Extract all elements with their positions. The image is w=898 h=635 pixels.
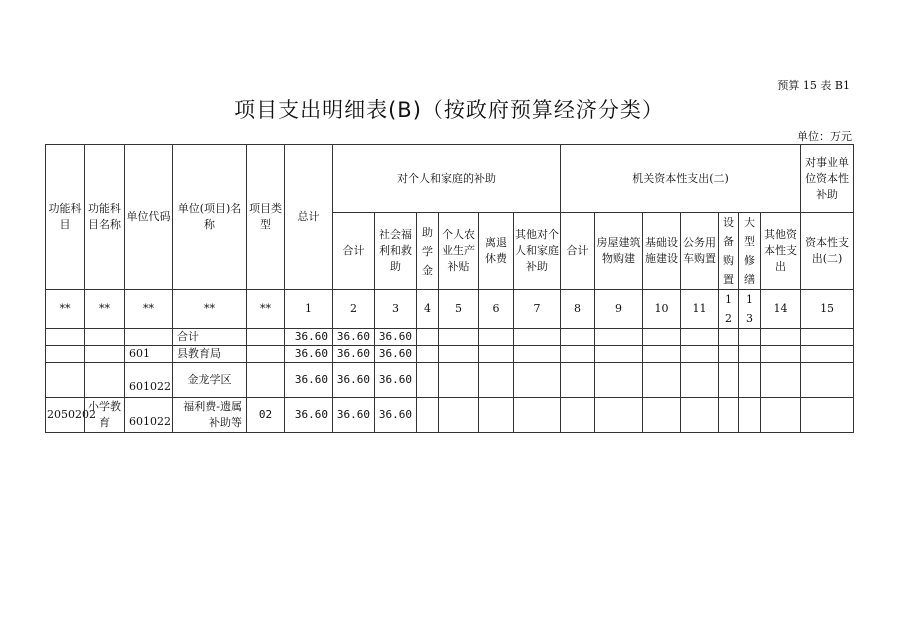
header-proj-type: 项目类型 — [247, 145, 285, 290]
index-cell: 15 — [801, 290, 854, 329]
cell-unit-code: 601 — [125, 346, 173, 363]
cell-func-subject: 2050202 — [46, 398, 85, 433]
index-cell: 8 — [561, 290, 595, 329]
cell-personal-welfare: 36.60 — [375, 346, 417, 363]
cell-empty — [739, 363, 761, 398]
cell-personal-total: 36.60 — [333, 346, 375, 363]
cell-proj-type — [247, 329, 285, 346]
cell-proj-type — [247, 346, 285, 363]
cell-empty — [719, 398, 739, 433]
index-cell: ** — [247, 290, 285, 329]
index-cell: 3 — [375, 290, 417, 329]
cell-unit-code — [125, 329, 173, 346]
cell-empty — [739, 329, 761, 346]
cell-empty — [417, 346, 439, 363]
cell-unit-code: 601022 — [125, 398, 173, 433]
cell-empty — [595, 363, 643, 398]
cell-empty — [761, 363, 801, 398]
index-cell: 4 — [417, 290, 439, 329]
header-personal-welfare: 社会福利和救助 — [375, 213, 417, 290]
page-title: 项目支出明细表(B)（按政府预算经济分类） — [234, 98, 664, 122]
table-row — [46, 329, 854, 346]
index-cell: 11 — [681, 290, 719, 329]
cell-empty — [643, 363, 681, 398]
header-personal-agri: 个人农业生产补贴 — [439, 213, 479, 290]
cell-empty — [479, 346, 514, 363]
cell-empty — [514, 398, 561, 433]
cell-empty — [801, 363, 854, 398]
header-capital-equipment: 设备购置 — [719, 213, 739, 290]
cell-empty — [681, 363, 719, 398]
cell-unit-code: 601022 — [125, 363, 173, 398]
index-cell: ** — [125, 290, 173, 329]
cell-personal-welfare: 36.60 — [375, 363, 417, 398]
index-row — [46, 290, 854, 329]
cell-proj-type — [247, 363, 285, 398]
header-total: 总计 — [285, 145, 333, 290]
header-capital-total: 合计 — [561, 213, 595, 290]
cell-empty — [681, 329, 719, 346]
index-cell: 5 — [439, 290, 479, 329]
cell-unit-name: 福利费-遗属补助等 — [173, 398, 247, 433]
cell-func-subject — [46, 363, 85, 398]
index-cell: 13 — [739, 290, 761, 329]
cell-empty — [595, 398, 643, 433]
form-number: 预算 15 表 B1 — [777, 79, 850, 92]
header-subsidy-capital: 资本性支出(二) — [801, 213, 854, 290]
cell-empty — [595, 329, 643, 346]
cell-total: 36.60 — [285, 329, 333, 346]
index-cell: 2 — [333, 290, 375, 329]
cell-personal-welfare: 36.60 — [375, 329, 417, 346]
cell-total: 36.60 — [285, 398, 333, 433]
index-cell: ** — [46, 290, 85, 329]
cell-empty — [801, 346, 854, 363]
cell-empty — [739, 398, 761, 433]
cell-empty — [561, 363, 595, 398]
cell-empty — [417, 363, 439, 398]
cell-empty — [439, 346, 479, 363]
index-cell: 14 — [761, 290, 801, 329]
cell-func-subject — [46, 329, 85, 346]
cell-empty — [719, 363, 739, 398]
header-capital-building: 房屋建筑物购建 — [595, 213, 643, 290]
table-row — [46, 363, 854, 398]
cell-func-name — [85, 329, 125, 346]
header-group-personal: 对个人和家庭的补助 — [333, 145, 561, 213]
cell-empty — [514, 363, 561, 398]
index-cell: 10 — [643, 290, 681, 329]
header-personal-retire: 离退休费 — [479, 213, 514, 290]
cell-total: 36.60 — [285, 346, 333, 363]
cell-empty — [595, 346, 643, 363]
cell-empty — [479, 398, 514, 433]
header-func-name: 功能科目名称 — [85, 145, 125, 290]
cell-proj-type: 02 — [247, 398, 285, 433]
cell-empty — [719, 346, 739, 363]
cell-empty — [643, 329, 681, 346]
index-cell: ** — [173, 290, 247, 329]
cell-func-subject — [46, 346, 85, 363]
cell-unit-name: 合计 — [173, 329, 247, 346]
cell-empty — [801, 329, 854, 346]
cell-personal-welfare: 36.60 — [375, 398, 417, 433]
cell-empty — [643, 346, 681, 363]
cell-empty — [439, 398, 479, 433]
cell-empty — [801, 398, 854, 433]
cell-empty — [514, 329, 561, 346]
cell-empty — [417, 398, 439, 433]
cell-empty — [561, 398, 595, 433]
header-group-subsidy: 对事业单位资本性补助 — [801, 145, 854, 213]
cell-empty — [439, 329, 479, 346]
cell-empty — [479, 363, 514, 398]
cell-empty — [479, 329, 514, 346]
cell-empty — [761, 329, 801, 346]
cell-empty — [761, 398, 801, 433]
header-capital-vehicle: 公务用车购置 — [681, 213, 719, 290]
header-capital-infra: 基础设施建设 — [643, 213, 681, 290]
cell-empty — [761, 346, 801, 363]
header-personal-grant: 助学金 — [417, 213, 439, 290]
cell-empty — [681, 346, 719, 363]
cell-empty — [417, 329, 439, 346]
cell-empty — [643, 398, 681, 433]
cell-empty — [561, 329, 595, 346]
cell-func-name — [85, 346, 125, 363]
header-capital-other: 其他资本性支出 — [761, 213, 801, 290]
header-capital-repair: 大型修缮 — [739, 213, 761, 290]
index-cell: 9 — [595, 290, 643, 329]
unit-label: 单位：万元 — [797, 130, 852, 143]
header-personal-other: 其他对个人和家庭补助 — [514, 213, 561, 290]
cell-func-name: 小学教育 — [85, 398, 125, 433]
index-cell: 12 — [719, 290, 739, 329]
cell-empty — [561, 346, 595, 363]
header-group-capital: 机关资本性支出(二) — [561, 145, 801, 213]
header-unit-name: 单位(项目)名称 — [173, 145, 247, 290]
index-cell: 7 — [514, 290, 561, 329]
table-row — [46, 346, 854, 363]
cell-personal-total: 36.60 — [333, 398, 375, 433]
cell-func-name — [85, 363, 125, 398]
cell-personal-total: 36.60 — [333, 363, 375, 398]
cell-personal-total: 36.60 — [333, 329, 375, 346]
index-cell: 1 — [285, 290, 333, 329]
cell-empty — [439, 363, 479, 398]
table-row — [46, 398, 854, 433]
header-func-subject: 功能科目 — [46, 145, 85, 290]
header-personal-total: 合计 — [333, 213, 375, 290]
cell-empty — [681, 398, 719, 433]
header-unit-code: 单位代码 — [125, 145, 173, 290]
cell-empty — [739, 346, 761, 363]
cell-empty — [514, 346, 561, 363]
cell-unit-name: 县教育局 — [173, 346, 247, 363]
cell-empty — [719, 329, 739, 346]
index-cell: ** — [85, 290, 125, 329]
cell-unit-name: 金龙学区 — [173, 363, 247, 398]
cell-total: 36.60 — [285, 363, 333, 398]
expenditure-table — [45, 144, 854, 433]
index-cell: 6 — [479, 290, 514, 329]
